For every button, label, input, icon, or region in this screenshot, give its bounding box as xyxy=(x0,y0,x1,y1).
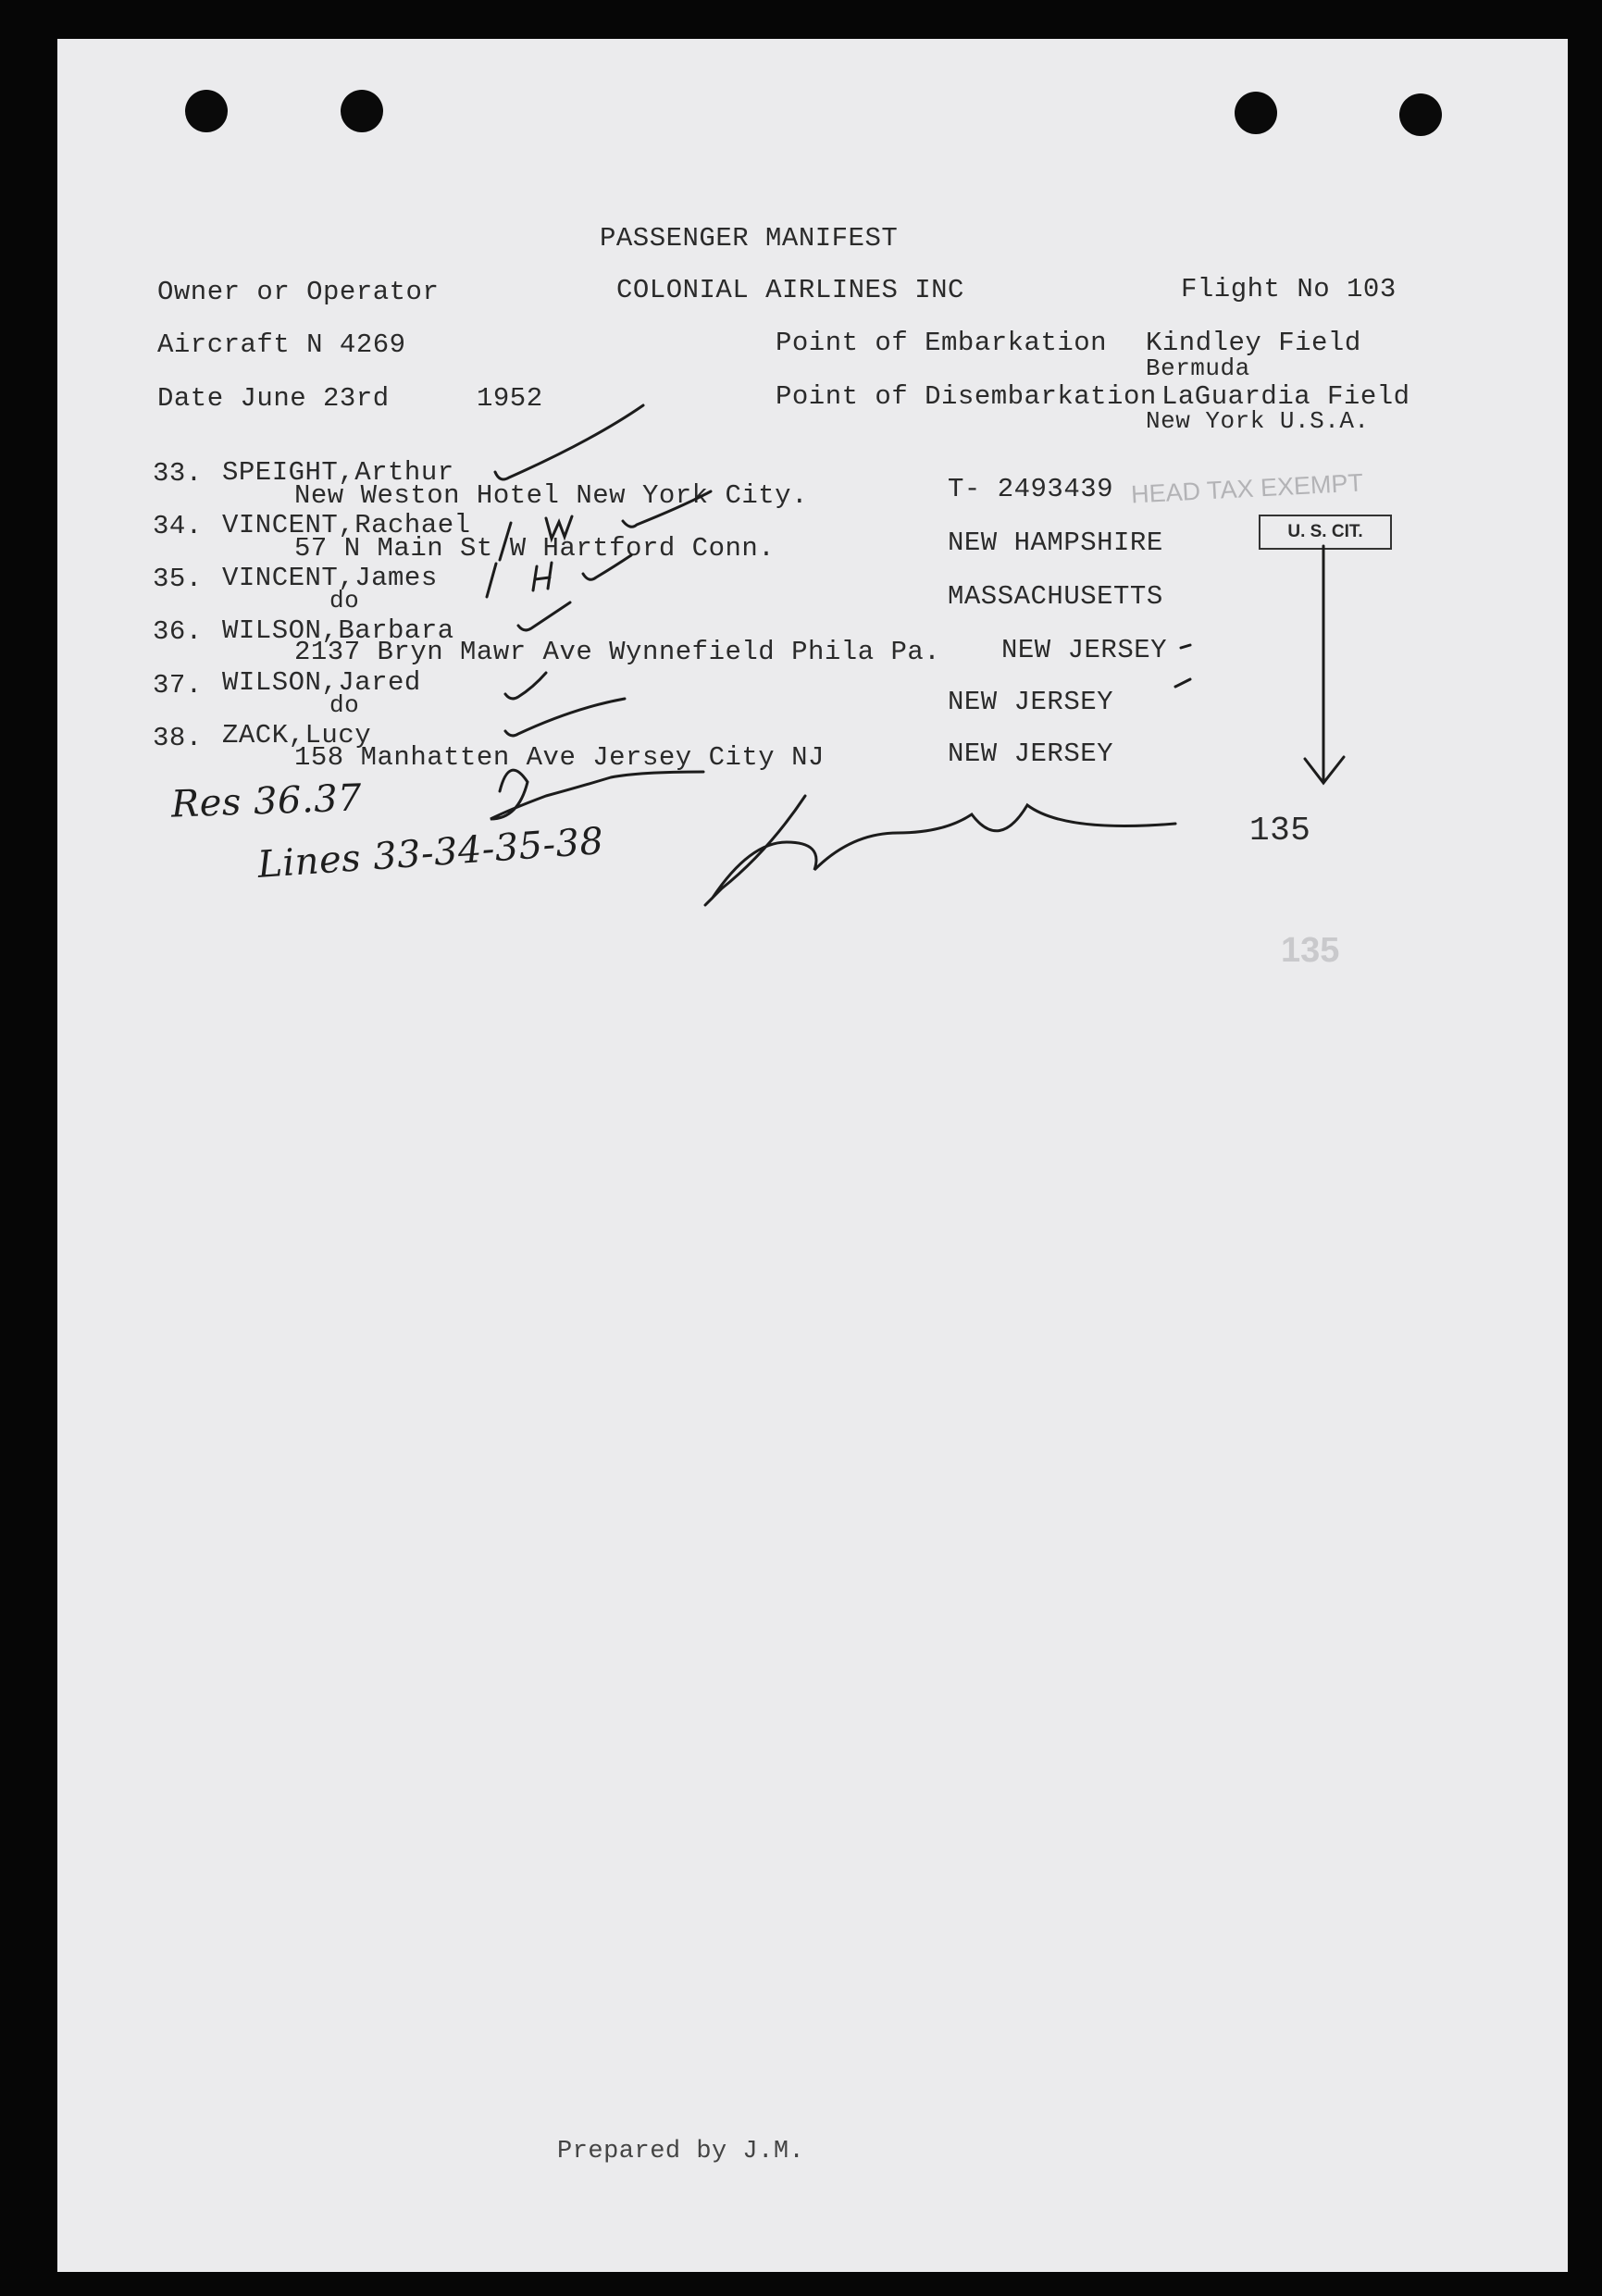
passenger-name: VINCENT,Rachael xyxy=(222,510,471,540)
passenger-state: NEW HAMPSHIRE xyxy=(948,527,1163,558)
passenger-name: WILSON,Jared xyxy=(222,667,421,698)
passenger-state: NEW JERSEY xyxy=(948,738,1114,769)
slash-mark xyxy=(500,523,511,560)
check-mark xyxy=(583,555,631,579)
disembarkation-label: Point of Disembarkation xyxy=(776,381,1157,412)
flight-number: Flight No 103 xyxy=(1181,274,1397,304)
disembarkation-place: LaGuardia Field xyxy=(1161,381,1410,412)
passenger-count: 135 xyxy=(1249,812,1311,850)
passenger-number: 33. xyxy=(153,458,203,489)
check-mark xyxy=(495,405,643,479)
tick-mark xyxy=(1181,645,1190,648)
passenger-number: 36. xyxy=(153,616,203,647)
us-citizen-stamp: U. S. CIT. xyxy=(1259,515,1392,550)
manifest-date: Date June 23rd xyxy=(157,383,390,414)
passenger-state: NEW JERSEY xyxy=(1001,635,1168,665)
passenger-state: NEW JERSEY xyxy=(948,687,1114,717)
check-mark xyxy=(623,491,711,527)
passenger-state: T- 2493439 xyxy=(948,474,1114,504)
passenger-number: 38. xyxy=(153,723,203,753)
handwritten-note-2: Lines 33-34-35-38 xyxy=(255,819,605,887)
check-mark xyxy=(518,602,570,630)
prepared-by: Prepared by J.M. xyxy=(557,2138,805,2166)
signature xyxy=(491,770,703,819)
passenger-number: 34. xyxy=(153,511,203,541)
passenger-name: ZACK,Lucy xyxy=(222,720,372,751)
passenger-name: SPEIGHT,Arthur xyxy=(222,457,454,488)
check-mark xyxy=(505,699,625,736)
manifest-year: 1952 xyxy=(477,383,543,414)
initial-h xyxy=(533,563,552,590)
owner-value: COLONIAL AIRLINES INC xyxy=(616,275,964,305)
head-tax-stamp: HEAD TAX EXEMPT xyxy=(1130,468,1364,509)
passenger-address: 158 Manhatten Ave Jersey City NJ xyxy=(294,742,825,773)
disembarkation-place-2: New York U.S.A. xyxy=(1146,407,1370,435)
passenger-address: do xyxy=(329,691,360,719)
passenger-address: 57 N Main St W Hartford Conn. xyxy=(294,533,776,564)
passenger-name: WILSON,Barbara xyxy=(222,615,454,646)
slash-mark xyxy=(487,564,496,597)
document-title: PASSENGER MANIFEST xyxy=(600,223,899,254)
passenger-name: VINCENT,James xyxy=(222,563,438,593)
embarkation-place-2: Bermuda xyxy=(1146,354,1250,382)
owner-label: Owner or Operator xyxy=(157,277,440,307)
passenger-number: 37. xyxy=(153,670,203,701)
embarkation-place: Kindley Field xyxy=(1146,328,1361,358)
passenger-number: 35. xyxy=(153,564,203,594)
signature xyxy=(705,796,1175,905)
embarkation-label: Point of Embarkation xyxy=(776,328,1108,358)
aircraft-number: Aircraft N 4269 xyxy=(157,329,406,360)
passenger-address: New Weston Hotel New York City. xyxy=(294,480,808,511)
passenger-state: MASSACHUSETTS xyxy=(948,581,1163,612)
handwritten-note-1: Res 36.37 xyxy=(170,776,363,826)
faint-count-stamp: 135 xyxy=(1281,931,1340,970)
passenger-address: do xyxy=(329,587,360,614)
initial-w xyxy=(546,516,572,539)
check-mark xyxy=(505,673,546,699)
tick-mark xyxy=(1175,679,1190,687)
passenger-address: 2137 Bryn Mawr Ave Wynnefield Phila Pa. xyxy=(294,637,941,667)
